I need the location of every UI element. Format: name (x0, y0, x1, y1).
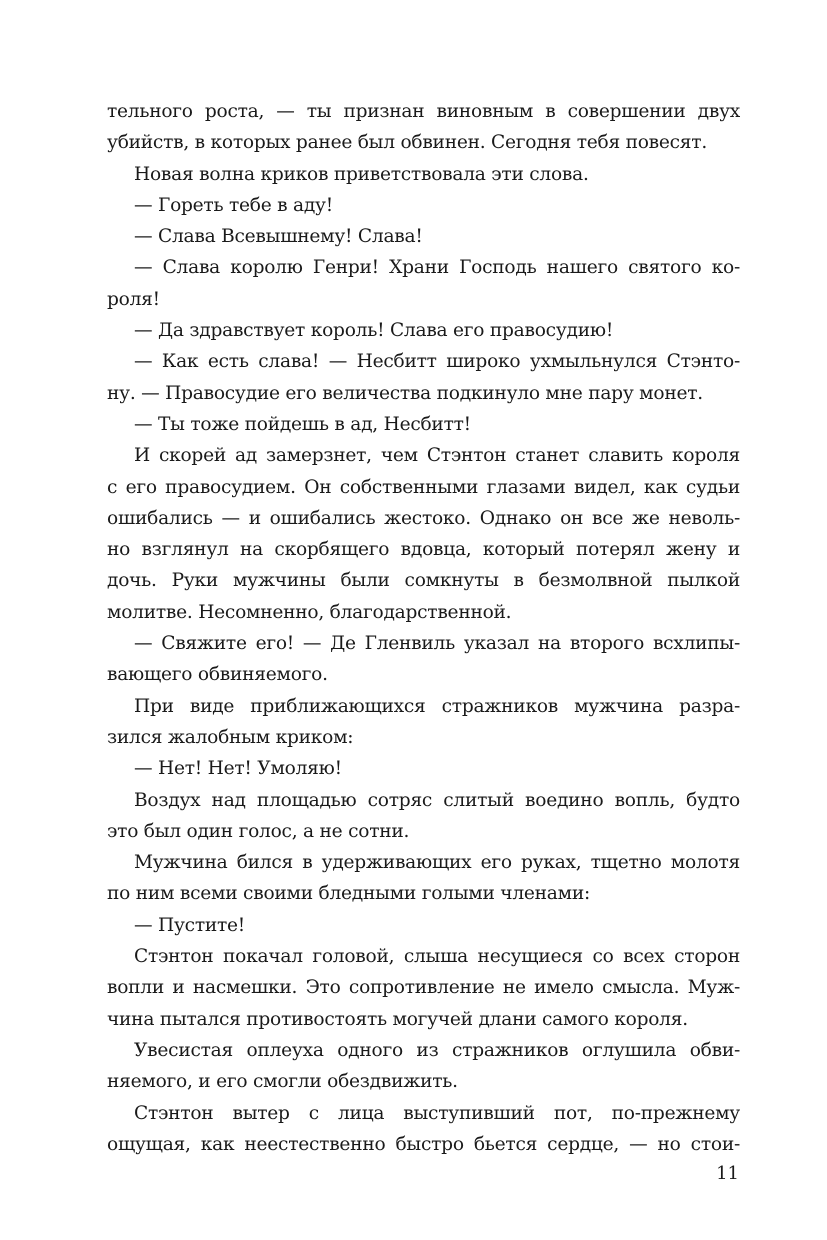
text-line: зился жалобным криком: (107, 726, 354, 748)
text-line: При виде приближающихся стражников мужчина разра- (134, 695, 740, 717)
text-line: Увесистая оплеуха одного из стражников оглушила обви- (134, 1039, 740, 1061)
text-line: вающего обвиняемого. (107, 664, 328, 686)
text-line: роля! (107, 288, 160, 310)
text-line: чина пытался противостоять могучей длани самого короля. (107, 1008, 688, 1030)
text-line: по ним всеми своими бледными голыми членами: (107, 883, 590, 905)
text-line: Новая волна криков приветствовала эти слова. (134, 163, 589, 185)
text-line: няемого, и его смогли обездвижить. (107, 1071, 458, 1093)
text-line: — Ты тоже пойдешь в ад, Несбитт! (134, 413, 471, 435)
text-line: — Свяжите его! — Де Гленвиль указал на второго всхлипы- (134, 633, 740, 655)
book-page-text (107, 96, 740, 1160)
text-line: молитве. Несомненно, благодарственной. (107, 601, 512, 623)
text-line: — Нет! Нет! Умоляю! (134, 758, 342, 780)
text-line: Стэнтон покачал головой, слыша несущиеся со всех сторон (134, 946, 740, 968)
text-line: с его правосудием. Он собственными глазами видел, как судьи (107, 476, 740, 498)
text-line: Стэнтон вытер с лица выступивший пот, по-прежнему (134, 1102, 740, 1124)
text-line: но взглянул на скорбящего вдовца, который потерял жену и (107, 539, 740, 561)
text-line: дочь. Руки мужчины были сомкнуты в безмолвной пылкой (107, 570, 740, 592)
page-number: 11 (716, 1163, 739, 1184)
text-line: И скорей ад замерзнет, чем Стэнтон станет славить короля (134, 445, 740, 467)
text-line: — Пустите! (134, 914, 246, 936)
text-line: убийств, в которых ранее был обвинен. Сегодня тебя повесят. (107, 132, 707, 154)
text-line: ну. — Правосудие его величества подкинуло мне пару монет. (107, 382, 703, 404)
text-line: — Слава Всевышнему! Слава! (134, 226, 423, 248)
text-line: Мужчина бился в удерживающих его руках, тщетно молотя (134, 852, 740, 874)
text-line: Воздух над площадью сотряс слитый воедино вопль, будто (134, 789, 740, 811)
text-line: это был один голос, а не сотни. (107, 820, 410, 842)
text-line: — Как есть слава! — Несбитт широко ухмыльнулся Стэнто- (134, 351, 740, 373)
text-line: — Да здравствует король! Слава его правосудию! (134, 320, 614, 342)
text-line: — Гореть тебе в аду! (134, 194, 333, 216)
text-line: вопли и насмешки. Это сопротивление не имело смысла. Муж- (107, 977, 740, 999)
text-line: ощущая, как неестественно быстро бьется сердце, — но стои- (107, 1133, 740, 1155)
text-line: ошибались — и ошибались жестоко. Однако он все же неволь- (107, 507, 740, 529)
text-line: тельного роста, — ты признан виновным в совершении двух (107, 101, 740, 122)
text-line: — Слава королю Генри! Храни Господь нашего святого ко- (134, 257, 740, 279)
